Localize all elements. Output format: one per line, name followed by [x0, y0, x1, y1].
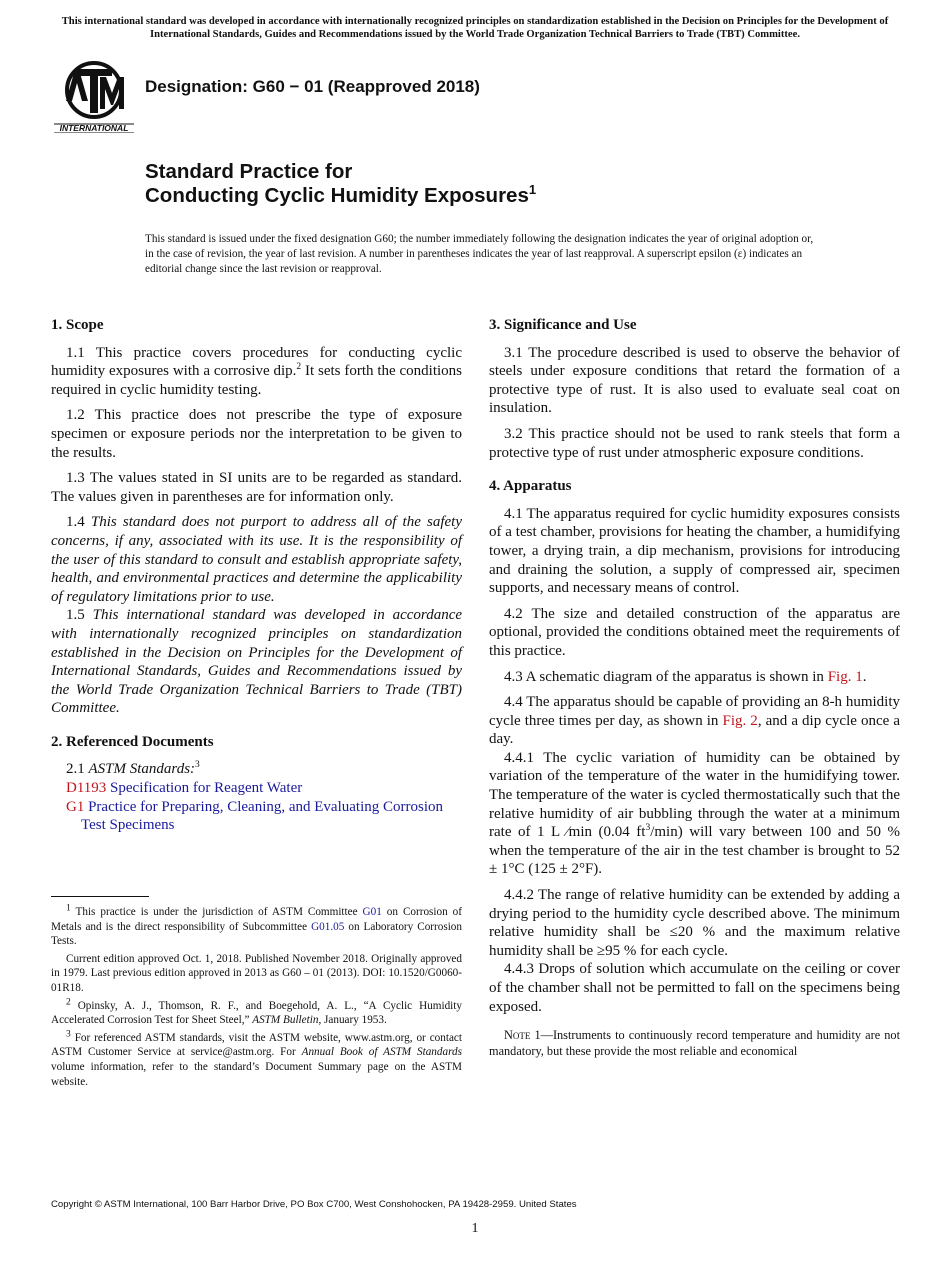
footnote-1-edition: Current edition approved Oct. 1, 2018. Published November 2018. Originally approved in 1979. Last previous edition approved in 2013 as G60 – 01 (2013). DOI: 10.1520/G0060-01R18.	[51, 952, 462, 994]
footnote-2: $^2$ Opinsky, A. J., Thomson, R. F., and Boegehold, A. L., “A Cyclic Humidity Accelerated Corrosion Test for Sheet Steel,” ASTM Bulletin, January 1953.	[51, 996, 462, 1027]
fig-1-link[interactable]: Fig. 1	[827, 668, 863, 685]
astm-logo	[52, 57, 136, 133]
paragraph-1-3: 1.3 The values stated in SI units are to be regarded as standard. The values given in parentheses are for information only.	[51, 470, 462, 505]
paragraph-4-4-2: 4.4.2 The range of relative humidity can be extended by adding a drying period to the humidity cycle described above. The minimum relative humidity shall be ≤20 % and the maximum relative humidity shall be ≥95 % for each cycle.	[489, 887, 900, 959]
reference-d1193[interactable]: D1193 Specification for Reagent Water	[66, 780, 303, 797]
section-heading-significance: 3. Significance and Use	[489, 317, 637, 333]
section-heading-referenced-documents: 2. Referenced Documents	[51, 733, 214, 750]
paragraph-4-4: 4.4 The apparatus should be capable of providing an 8-h humidity cycle three times per day, as shown in Fig. 2, and a dip cycle once a day.	[489, 694, 900, 748]
paragraph-4-3: 4.3 A schematic diagram of the apparatus is shown in Fig. 1.	[504, 668, 867, 685]
logo-wordmark: INTERNATIONAL	[59, 123, 129, 133]
footnote-rule	[51, 896, 149, 897]
issuance-note: This standard is issued under the fixed designation G60; the number immediately following the designation indicates the year of original adoption or, in the case of revision, the year of last revision. A number in parentheses indicates the year of last reapproval. A superscript epsilon (ε) indicates an editorial change since the last revision or reapproval.	[145, 233, 814, 275]
reference-g1[interactable]: G1 Practice for Preparing, Cleaning, and Evaluating Corrosion Test Specimens	[66, 798, 443, 834]
paragraph-1-5: 1.5 This international standard was developed in accordance with internationally recognized principles on standardization established in the Decision on Principles for the Development of International Standards, Guides and Recommendations issued by the World Trade Organization Technical Barriers to Trade (TBT) Committee.	[51, 607, 463, 717]
footnote-3: $^3$ For referenced ASTM standards, visit the ASTM website, www.astm.org, or contact ASTM Customer Service at service@astm.org. For Annual Book of ASTM Standards volume information, refer to the standard’s Document Summary page on the ASTM website.	[51, 1029, 462, 1088]
paragraph-4-4-1: 4.4.1 The cyclic variation of humidity can be obtained by variation of the temperature of the water in the humidifying tower. The temperature of the water is cycled thermostatically such that the relative humidity of air bubbling through the water at a minimum rate of 1 L ⁄min (0.04 $ft^3/\min$) will vary between 100 and 50 % when the temperature of the air in the test chamber is brought to 52 ± 1°C (125 ± 2°F).	[489, 749, 900, 878]
paragraph-3-2: 3.2 This practice should not be used to rank steels that form a protective type of rust under atmospheric exposure conditions.	[489, 425, 900, 461]
page-number: 1	[471, 1221, 479, 1236]
copyright-line: Copyright © ASTM International, 100 Barr Harbor Drive, PO Box C700, West Conshohocken, PA 19428-2959. United States	[51, 1199, 577, 1210]
subcommittee-g01-05-link[interactable]: G01.05	[311, 920, 345, 933]
title-footnote-mark: 1	[528, 182, 537, 198]
footnote-1: $^1$ This practice is under the jurisdiction of ASTM Committee G01 on Corrosion of Metals and is the direct responsibility of Subcommittee G01.05 on Laboratory Corrosion Tests.	[51, 903, 462, 948]
fig-2-link[interactable]: Fig. 2	[722, 712, 758, 729]
note-1: Note 1—Instruments to continuously record temperature and humidity are not mandatory, but these provide the most reliable and economical	[489, 1028, 900, 1058]
committee-g01-link[interactable]: G01	[362, 906, 382, 918]
section-heading-scope: 1. Scope	[51, 317, 104, 333]
paragraph-3-1: 3.1 The procedure described is used to observe the behavior of steels under exposure conditions that retard the formation of a protective type of rust. It is also used to evaluate seal coat on insulation.	[489, 344, 900, 417]
paragraph-2-1: 2.1 ASTM Standards:$^3$	[66, 760, 200, 778]
tbt-notice: This international standard was developed in accordance with internationally recognized principles on standardization established in the Decision on Principles for the Development of International Standards, Guides and Recommendations issued by the World Trade Organization Technical Barriers to Trade (TBT) Committee.	[61, 16, 889, 40]
section-heading-apparatus: 4. Apparatus	[489, 478, 572, 495]
paragraph-4-4-3: 4.4.3 Drops of solution which accumulate on the ceiling or cover of the chamber shall not be permitted to fall on the specimens being exposed.	[489, 961, 900, 1015]
paragraph-1-2: 1.2 This practice does not prescribe the type of exposure specimen or exposure periods nor the interpretation to be given to the results.	[51, 407, 462, 461]
right-column	[489, 316, 900, 1066]
title-line-1: Standard Practice for	[145, 160, 353, 183]
paragraph-4-1: 4.1 The apparatus required for cyclic humidity exposures consists of a test chamber, provisions for heating the chamber, a humidifying tower, a drying train, a dip mechanism, provisions for introducing and draining the solution, a supply of compressed air, specimen supports, and necessary means of control.	[489, 505, 900, 597]
designation: Designation: G60 − 01 (Reapproved 2018)	[145, 77, 480, 96]
paragraph-1-1: 1.1 This practice covers procedures for conducting cyclic humidity exposures with a corrosive dip.$^2$ It sets forth the conditions required in cyclic humidity testing.	[51, 344, 462, 398]
title-line-2: Conducting Cyclic Humidity Exposures$^1$	[145, 182, 537, 207]
paragraph-4-2: 4.2 The size and detailed construction of the apparatus are optional, provided the conditions obtained meet the requirements of this practice.	[489, 605, 900, 659]
document-title	[145, 160, 536, 208]
footnotes	[51, 905, 462, 1092]
left-column	[51, 316, 462, 835]
paragraph-1-4: 1.4 This standard does not purport to address all of the safety concerns, if any, associated with its use. It is the responsibility of the user of this standard to consult and establish appropriate safety, health, and environmental practices and determine the applicability of regulatory limitations prior to use.	[51, 514, 463, 605]
